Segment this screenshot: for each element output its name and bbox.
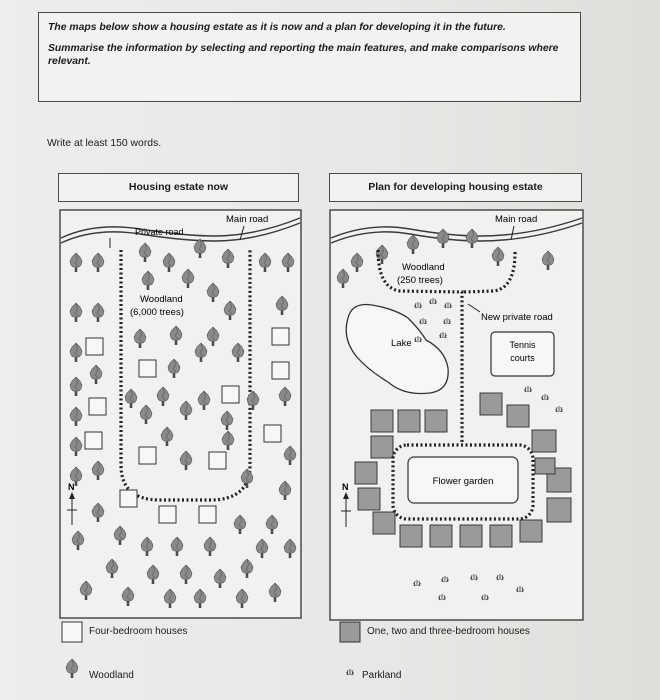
house-now (86, 338, 103, 355)
new-house (400, 525, 422, 547)
word-count-instruction: Write at least 150 words. (47, 138, 162, 149)
new-house (532, 430, 556, 452)
main-road-now-label: Main road (226, 214, 269, 225)
woodland-now-label: Woodland (140, 294, 183, 305)
new-house (425, 410, 447, 432)
legend-parkland-label: Parkland (362, 670, 402, 681)
woodland-plan-label: Woodland (402, 262, 445, 273)
map-now (60, 210, 301, 618)
north-label-plan: N (342, 482, 349, 492)
house-now (159, 506, 176, 523)
lake-label: Lake (391, 338, 412, 349)
new-house (358, 488, 380, 510)
house-now (272, 328, 289, 345)
map-now-title: Housing estate now (58, 173, 299, 202)
new-house (507, 405, 529, 427)
task-prompt-line2: Summarise the information by selecting and reporting the main features, and make comparisons where relevant. (48, 43, 559, 67)
new-house (535, 458, 555, 474)
legend-four-bedroom-label: Four-bedroom houses (89, 626, 188, 637)
new-house (547, 498, 571, 522)
tennis-courts-label-line2: courts (510, 353, 535, 363)
flower-garden-label: Flower garden (432, 476, 494, 487)
house-now (199, 506, 216, 523)
house-now (264, 425, 281, 442)
new-house (430, 525, 452, 547)
new-private-road-label: New private road (481, 312, 553, 323)
legend-new-houses-swatch (340, 622, 360, 642)
house-now (222, 386, 239, 403)
main-road-plan-label: Main road (495, 214, 538, 225)
new-house (520, 520, 542, 542)
north-label-now: N (68, 482, 75, 492)
new-house (398, 410, 420, 432)
tennis-courts-label-line1: Tennis (509, 340, 536, 350)
private-road-now-label: Private road (135, 227, 184, 237)
woodland-plan-count: (250 trees) (397, 275, 443, 286)
house-now (139, 360, 156, 377)
new-house (371, 436, 393, 458)
new-house (373, 512, 395, 534)
house-now (85, 432, 102, 449)
legend-woodland-icon (66, 659, 78, 678)
new-house (460, 525, 482, 547)
legend-four-bedroom-swatch (62, 622, 82, 642)
house-now (89, 398, 106, 415)
map-plan-frame (330, 210, 583, 620)
house-now (272, 362, 289, 379)
legend-new-houses-label: One, two and three-bedroom houses (367, 626, 530, 637)
map-plan-title: Plan for developing housing estate (329, 173, 582, 202)
woodland-now-count: (6,000 trees) (130, 307, 184, 318)
house-now (139, 447, 156, 464)
house-now (120, 490, 137, 507)
legend-woodland-label: Woodland (89, 670, 134, 681)
task-prompt-line1: The maps below show a housing estate as it is now and a plan for developing it in the future. (48, 22, 506, 33)
legend-parkland-icon (347, 669, 354, 675)
new-house (480, 393, 502, 415)
new-house (371, 410, 393, 432)
house-now (209, 452, 226, 469)
new-house (355, 462, 377, 484)
new-house (490, 525, 512, 547)
map-plan (330, 210, 583, 620)
